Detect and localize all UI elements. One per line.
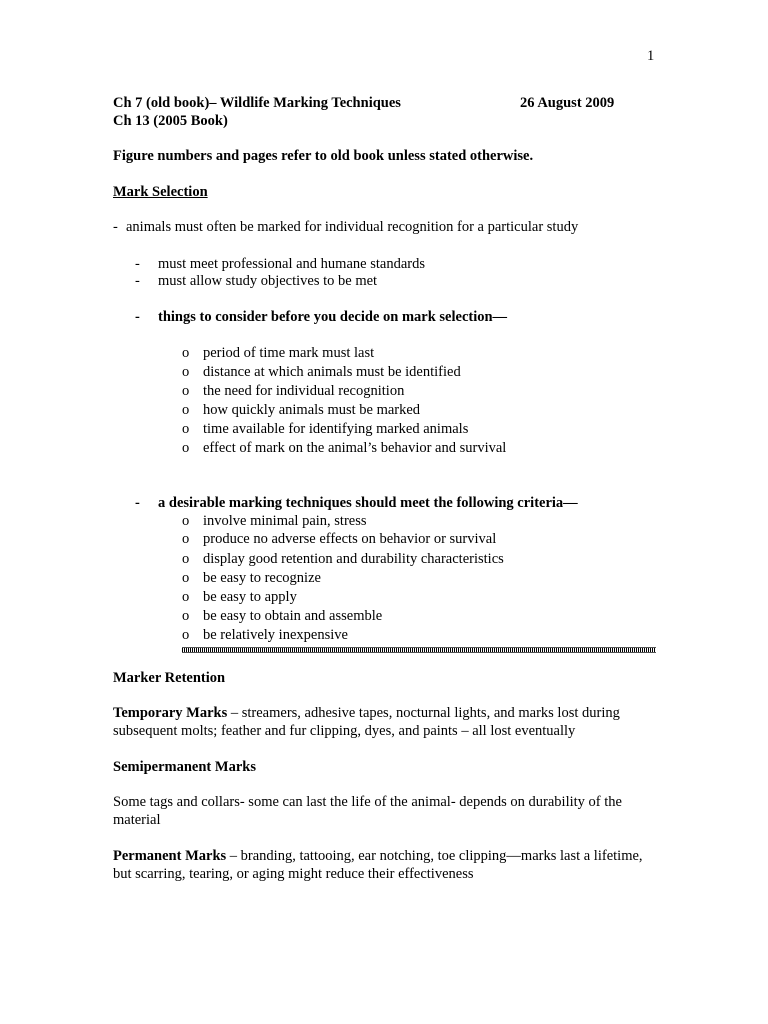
bullet: o	[182, 421, 190, 437]
bullet: o	[182, 589, 190, 605]
list-dash: -	[135, 256, 140, 272]
section-divider	[182, 647, 656, 653]
bullet: o	[182, 440, 190, 456]
section-heading-mark-selection: Mark Selection	[113, 184, 208, 200]
bullet: o	[182, 345, 190, 361]
semipermanent-marks-text: Some tags and collars- some can last the life of the animal- depends on durability of the material	[113, 794, 622, 828]
list-item: be easy to apply	[203, 589, 297, 605]
permanent-marks-paragraph	[113, 847, 658, 883]
list-item: effect of mark on the animal’s behavior and survival	[203, 440, 507, 456]
temporary-marks-text: – streamers, adhesive tapes, nocturnal lights, and marks lost during subsequent molts; feather and fur clipping, dyes, and paints – all lost eventually	[113, 705, 620, 739]
intro-text: animals must often be marked for individual recognition for a particular study	[126, 219, 579, 235]
list-item: period of time mark must last	[203, 345, 375, 361]
list-item: involve minimal pain, stress	[203, 513, 367, 529]
page-number: 1	[647, 48, 655, 64]
list-item: how quickly animals must be marked	[203, 402, 421, 418]
permanent-marks-text: – branding, tattooing, ear notching, toe clipping—marks last a lifetime, but scarring, tearing, or aging might reduce their effectiveness	[113, 848, 643, 882]
document-date: 26 August 2009	[520, 95, 615, 111]
intro-dash: -	[113, 219, 118, 235]
list-item: display good retention and durability characteristics	[203, 551, 504, 567]
bullet: o	[182, 513, 190, 529]
bullet: o	[182, 531, 190, 547]
consider-heading: things to consider before you decide on mark selection—	[158, 309, 508, 325]
list-item: be easy to obtain and assemble	[203, 608, 383, 624]
section-heading-semipermanent: Semipermanent Marks	[113, 759, 256, 775]
bullet: o	[182, 551, 190, 567]
list-item: distance at which animals must be identified	[203, 364, 461, 380]
bullet: o	[182, 383, 190, 399]
list-item: must allow study objectives to be met	[158, 273, 378, 289]
criteria-heading: a desirable marking techniques should meet the following criteria—	[158, 495, 578, 511]
list-item: be relatively inexpensive	[203, 627, 348, 643]
document-title: Ch 7 (old book)– Wildlife Marking Techniques	[113, 95, 401, 111]
list-item: must meet professional and humane standards	[158, 256, 425, 272]
reference-note: Figure numbers and pages refer to old book unless stated otherwise.	[113, 148, 534, 164]
document-subtitle: Ch 13 (2005 Book)	[113, 113, 228, 129]
bullet: o	[182, 608, 190, 624]
permanent-marks-label: Permanent Marks	[113, 848, 227, 864]
list-item: the need for individual recognition	[203, 383, 405, 399]
section-heading-marker-retention: Marker Retention	[113, 670, 226, 686]
list-item: be easy to recognize	[203, 570, 321, 586]
list-item: produce no adverse effects on behavior or survival	[203, 531, 497, 547]
bullet: o	[182, 364, 190, 380]
bullet: o	[182, 627, 190, 643]
list-dash: -	[135, 309, 140, 325]
temporary-marks-paragraph	[113, 704, 658, 740]
list-dash: -	[135, 273, 140, 289]
temporary-marks-label: Temporary Marks	[113, 705, 228, 721]
list-dash: -	[135, 495, 140, 511]
bullet: o	[182, 402, 190, 418]
list-item: time available for identifying marked animals	[203, 421, 469, 437]
bullet: o	[182, 570, 190, 586]
